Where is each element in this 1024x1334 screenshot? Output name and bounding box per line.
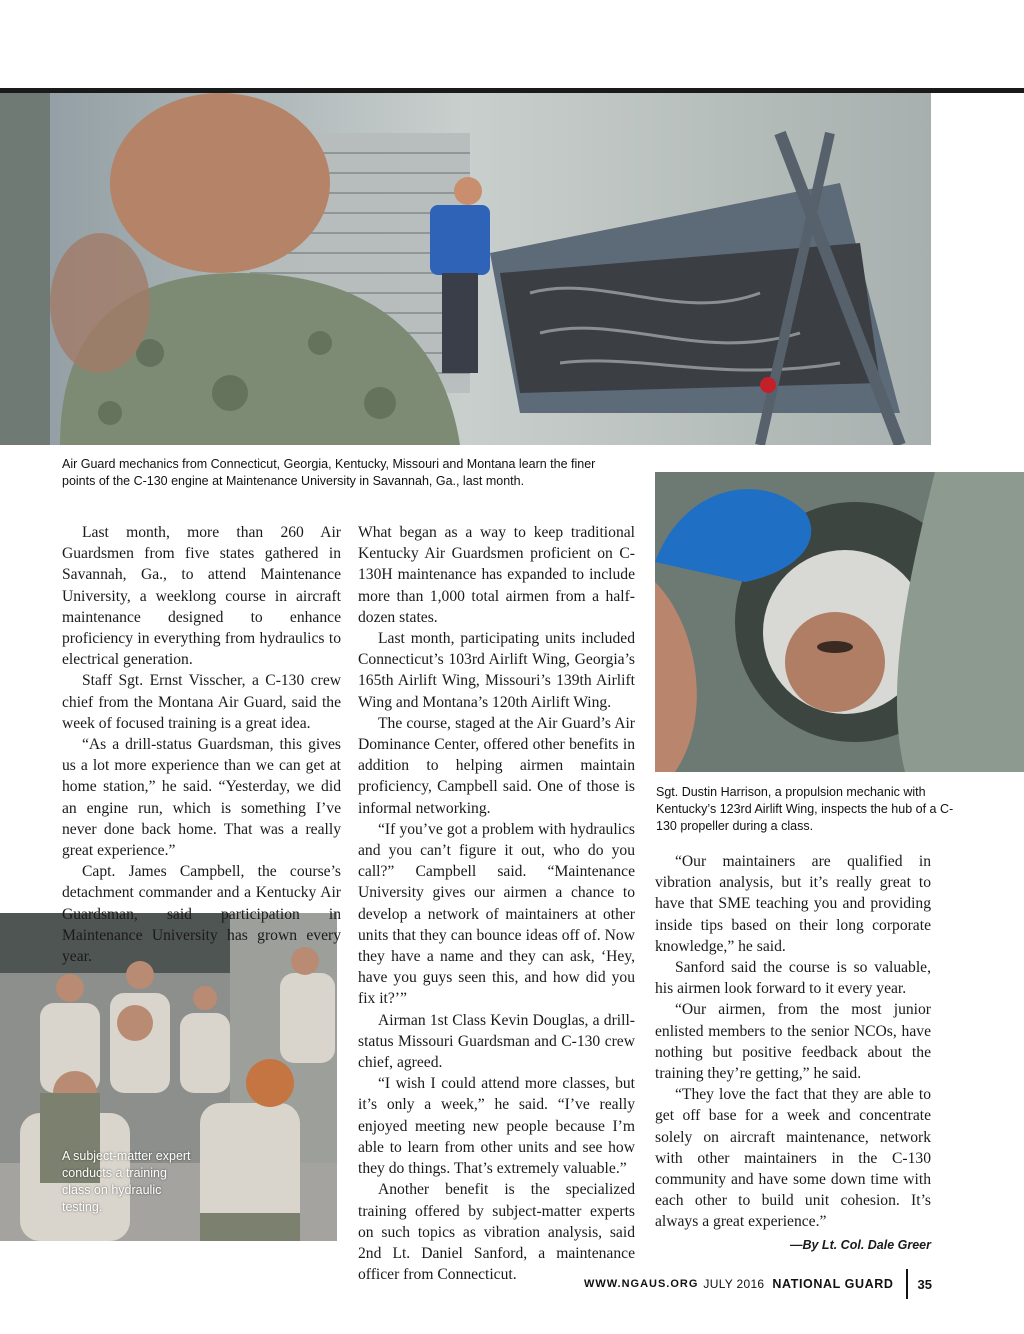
- paragraph: Capt. James Campbell, the course’s detachment commander and a Kentucky Air Guardsman, said participation in Maintenance University has grown every year.: [62, 863, 341, 966]
- paragraph: Airman 1st Class Kevin Douglas, a drill-status Missouri Guardsman and C-130 crew chief, agreed.: [358, 1011, 635, 1072]
- page-number: 35: [917, 1276, 932, 1292]
- top-photo-caption: Air Guard mechanics from Connecticut, Georgia, Kentucky, Missouri and Montana learn the finer points of the C-130 engine at Maintenance University in Savannah, Ga., last month.: [62, 457, 596, 488]
- article-column-1: [62, 522, 341, 967]
- paragraph: “As a drill-status Guardsman, this gives us a lot more experience than we can get at home station,” he said. “Yesterday, we did an engine run, which is something I’ve never done back home. That was a really great experience.”: [62, 736, 341, 860]
- paragraph: What began as a way to keep traditional Kentucky Air Guardsmen proficient on C-130H maintenance has expanded to include more than 1,000 total airmen from a half-dozen states.: [358, 524, 635, 626]
- paragraph: “They love the fact that they are able to get off base for a week and concentrate solely on aircraft maintenance, network with other maintainers in the C-130 community and have some down time with each other to build unit cohesion. It’s always a great experience.”: [655, 1086, 931, 1231]
- paragraph: Last month, participating units included Connecticut’s 103rd Airlift Wing, Georgia’s 165th Airlift Wing, Missouri’s 139th Airlift Wing and Montana’s 120th Airlift Wing.: [358, 630, 635, 711]
- article-column-2: [358, 522, 635, 1285]
- footer-publication: NATIONAL GUARD: [772, 1277, 894, 1291]
- paragraph: Last month, more than 260 Air Guardsmen from five states gathered in Savannah, Ga., to attend Maintenance University, a weeklong course in aircraft maintenance designed to enhance proficiency in everything from hydraulics to electrical generation.: [62, 524, 341, 669]
- bottom-photo-caption: A subject-matter expert conducts a training class on hydraulic testing.: [62, 1149, 191, 1214]
- paragraph: The course, staged at the Air Guard’s Air Dominance Center, offered other benefits in addition to helping airmen maintain proficiency, Campbell said. One of those is informal networking.: [358, 714, 635, 817]
- article-column-3: [655, 851, 931, 1256]
- engine-training-photo: [0, 93, 931, 445]
- paragraph: “If you’ve got a problem with hydraulics and you can’t figure it out, who do you call?” Campbell said. “Maintenance University gives our airmen a chance to develop a network of maintainers at other units that they can bounce ideas off of. Now they have a name and they can ask, ‘Hey, have you guys seen this, and how did you fix it?’”: [358, 820, 635, 1008]
- byline: —By Lt. Col. Dale Greer: [789, 1237, 931, 1252]
- paragraph: “Our maintainers are qualified in vibration analysis, but it’s really great to have that SME teaching you and providing inside tips based on their long corporate knowledge,” he said.: [655, 853, 931, 955]
- page-footer: [584, 1268, 932, 1300]
- right-photo-caption: Sgt. Dustin Harrison, a propulsion mechanic with Kentucky’s 123rd Airlift Wing, inspects the hub of a C-130 propeller during a class.: [656, 785, 954, 833]
- paragraph: “Our airmen, from the most junior enlisted members to the senior NCOs, have nothing but positive feedback about the training they’re getting,” he said.: [655, 1001, 931, 1083]
- paragraph: “I wish I could attend more classes, but it’s only a week,” he said. “I’ve really enjoyed meeting new people because I’m able to learn from other units and see how they do things. That’s extremely valuable.”: [358, 1075, 635, 1178]
- footer-website: WWW.NGAUS.ORG: [583, 1278, 699, 1290]
- paragraph: Staff Sgt. Ernst Visscher, a C-130 crew chief from the Montana Air Guard, said the week of focused training is a great idea.: [62, 672, 341, 732]
- paragraph: Another benefit is the specialized training offered by subject-matter experts on such topics as vibration analysis, said 2nd Lt. Daniel Sanford, a maintenance officer from Connecticut.: [358, 1181, 635, 1284]
- footer-date: JULY 2016: [703, 1277, 765, 1291]
- footer-divider: [906, 1269, 908, 1299]
- paragraph: Sanford said the course is so valuable, his airmen look forward to it every year.: [655, 959, 931, 998]
- propeller-inspection-photo: [655, 472, 1024, 772]
